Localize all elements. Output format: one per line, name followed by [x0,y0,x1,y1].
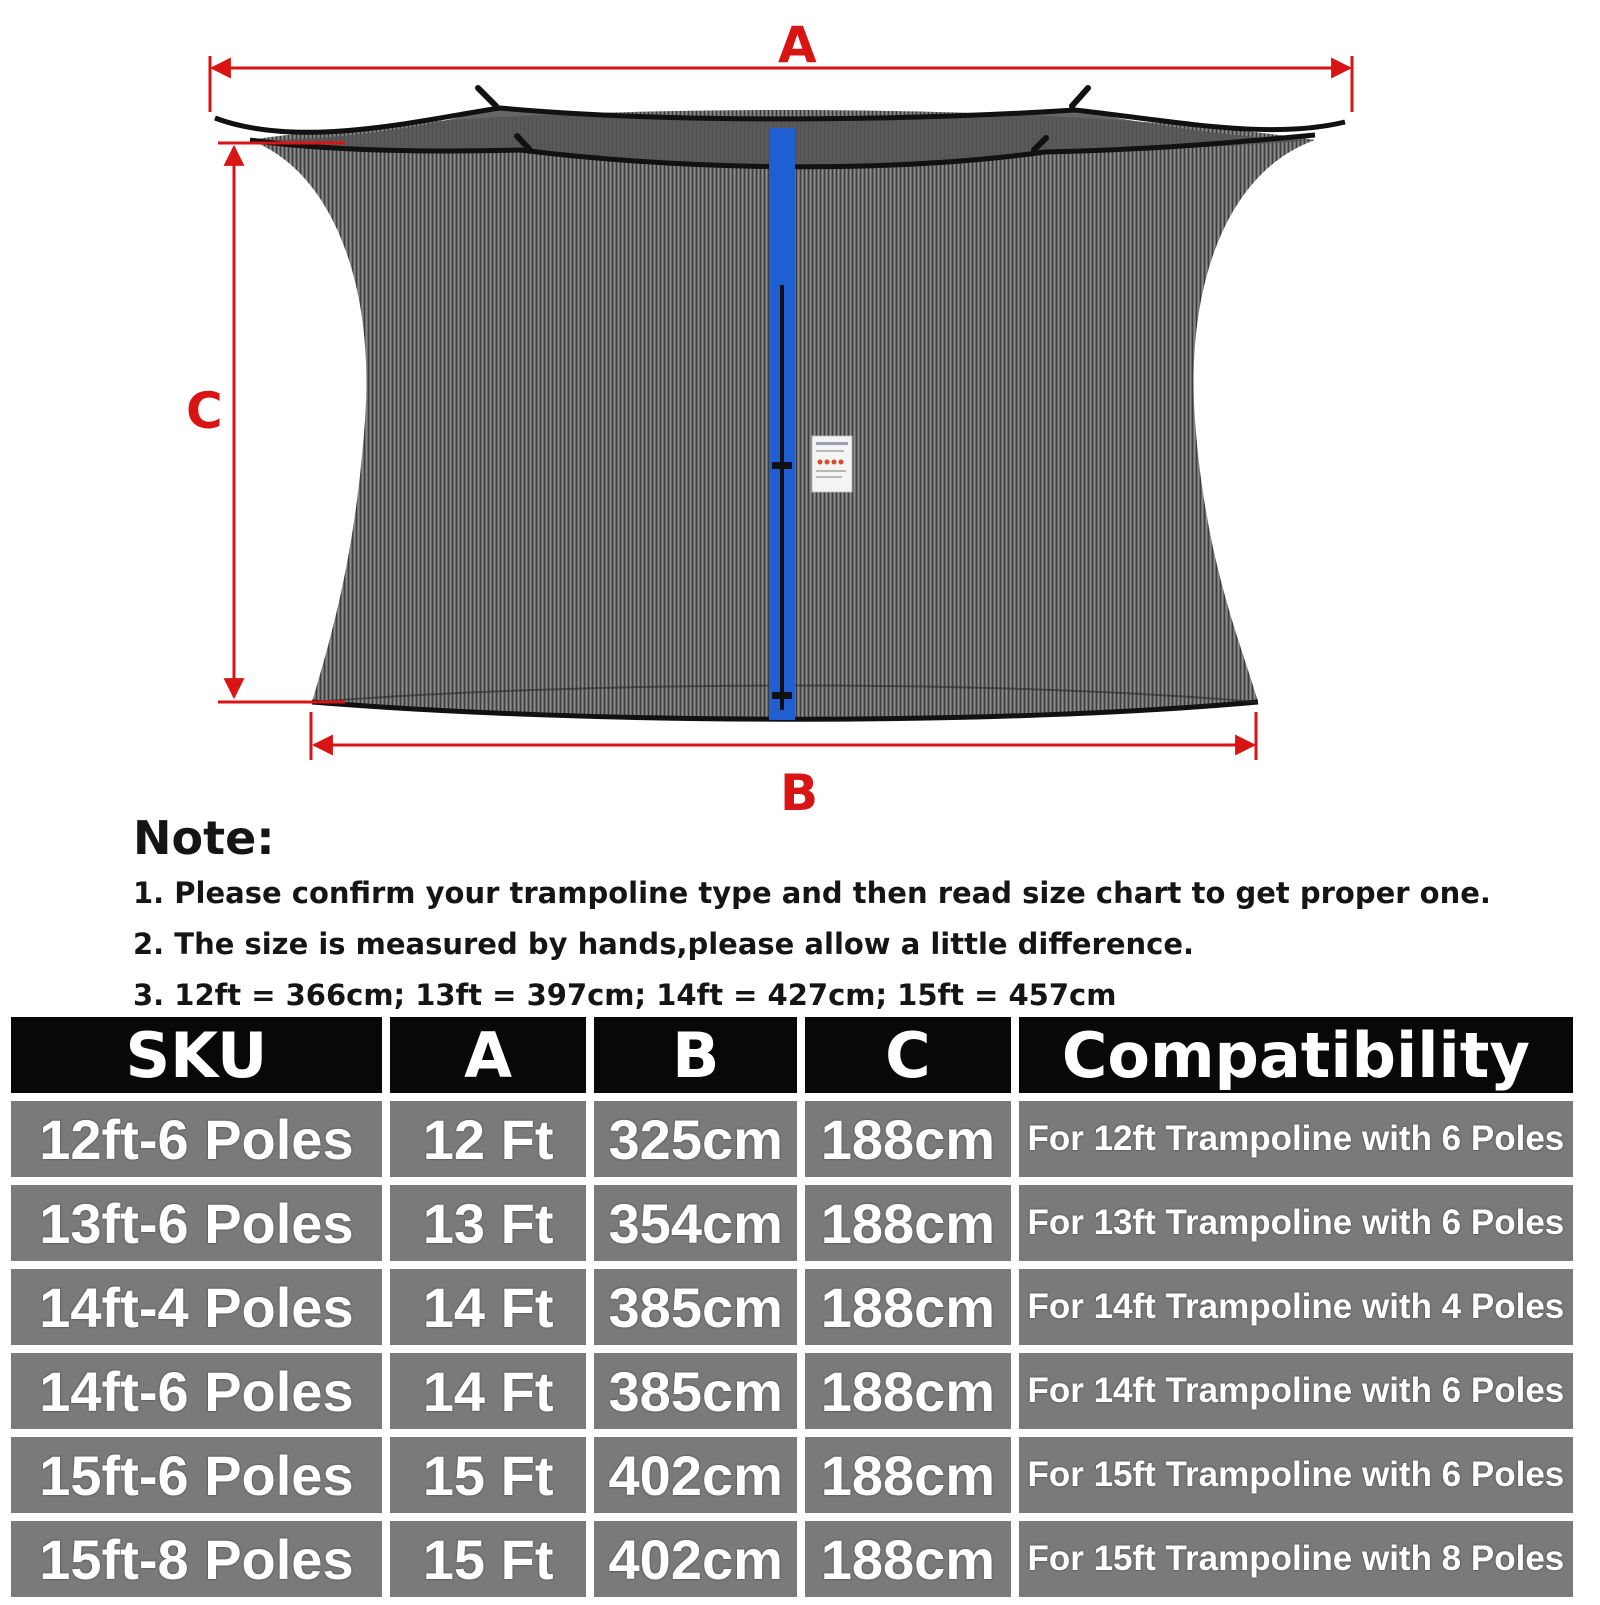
table-row [11,1101,1573,1177]
cell-b: 325cm [594,1101,797,1177]
pole-tab-right [1072,88,1088,106]
cell-compatibility: For 12ft Trampoline with 6 Poles [1019,1101,1573,1177]
header-b: B [594,1017,797,1093]
cell-sku: 12ft-6 Poles [11,1101,382,1177]
table-row [11,1269,1573,1345]
note-section [133,812,1553,1021]
cell-c: 188cm [805,1185,1011,1261]
warning-label [812,436,852,492]
header-c: C [805,1017,1011,1093]
note-line-1: 1. Please confirm your trampoline type and then read size chart to get proper one. [133,876,1491,910]
cell-sku: 14ft-4 Poles [11,1269,382,1345]
cell-a: 15 Ft [390,1521,587,1597]
cell-compatibility: For 13ft Trampoline with 6 Poles [1019,1185,1573,1261]
table-row [11,1353,1573,1429]
pole-tab-left [478,88,496,106]
dimension-c-label: C [186,382,223,440]
cell-c: 188cm [805,1269,1011,1345]
cell-b: 385cm [594,1353,797,1429]
cell-sku: 13ft-6 Poles [11,1185,382,1261]
header-a: A [390,1017,587,1093]
cell-b: 402cm [594,1521,797,1597]
cell-compatibility: For 15ft Trampoline with 6 Poles [1019,1437,1573,1513]
cell-b: 402cm [594,1437,797,1513]
cell-b: 385cm [594,1269,797,1345]
header-compatibility: Compatibility [1019,1017,1573,1093]
table-row [11,1185,1573,1261]
cell-compatibility: For 14ft Trampoline with 6 Poles [1019,1353,1573,1429]
cell-a: 12 Ft [390,1101,587,1177]
zipper-buckle-bottom [772,692,792,699]
cell-a: 15 Ft [390,1437,587,1513]
cell-c: 188cm [805,1521,1011,1597]
cell-c: 188cm [805,1437,1011,1513]
cell-compatibility: For 14ft Trampoline with 4 Poles [1019,1269,1573,1345]
cell-sku: 15ft-6 Poles [11,1437,382,1513]
table-header-row [11,1017,1573,1093]
dimension-b-label: B [780,764,819,822]
cell-c: 188cm [805,1101,1011,1177]
cell-sku: 14ft-6 Poles [11,1353,382,1429]
cell-a: 14 Ft [390,1269,587,1345]
cell-c: 188cm [805,1353,1011,1429]
cell-sku: 15ft-8 Poles [11,1521,382,1597]
dimension-a-label: A [778,16,817,74]
cell-compatibility: For 15ft Trampoline with 8 Poles [1019,1521,1573,1597]
note-line-2: 2. The size is measured by hands,please allow a little difference. [133,927,1195,961]
size-chart-table [3,1009,1581,1605]
cell-b: 354cm [594,1185,797,1261]
table-row [11,1437,1573,1513]
table-row [11,1521,1573,1597]
cell-a: 14 Ft [390,1353,587,1429]
zipper-buckle-middle [772,462,792,469]
cell-a: 13 Ft [390,1185,587,1261]
zipper-line [780,285,784,710]
note-line-3: 3. 12ft = 366cm; 13ft = 397cm; 14ft = 427cm; 15ft = 457cm [133,978,1117,1012]
header-sku: SKU [11,1017,382,1093]
note-title: Note: [133,811,275,865]
